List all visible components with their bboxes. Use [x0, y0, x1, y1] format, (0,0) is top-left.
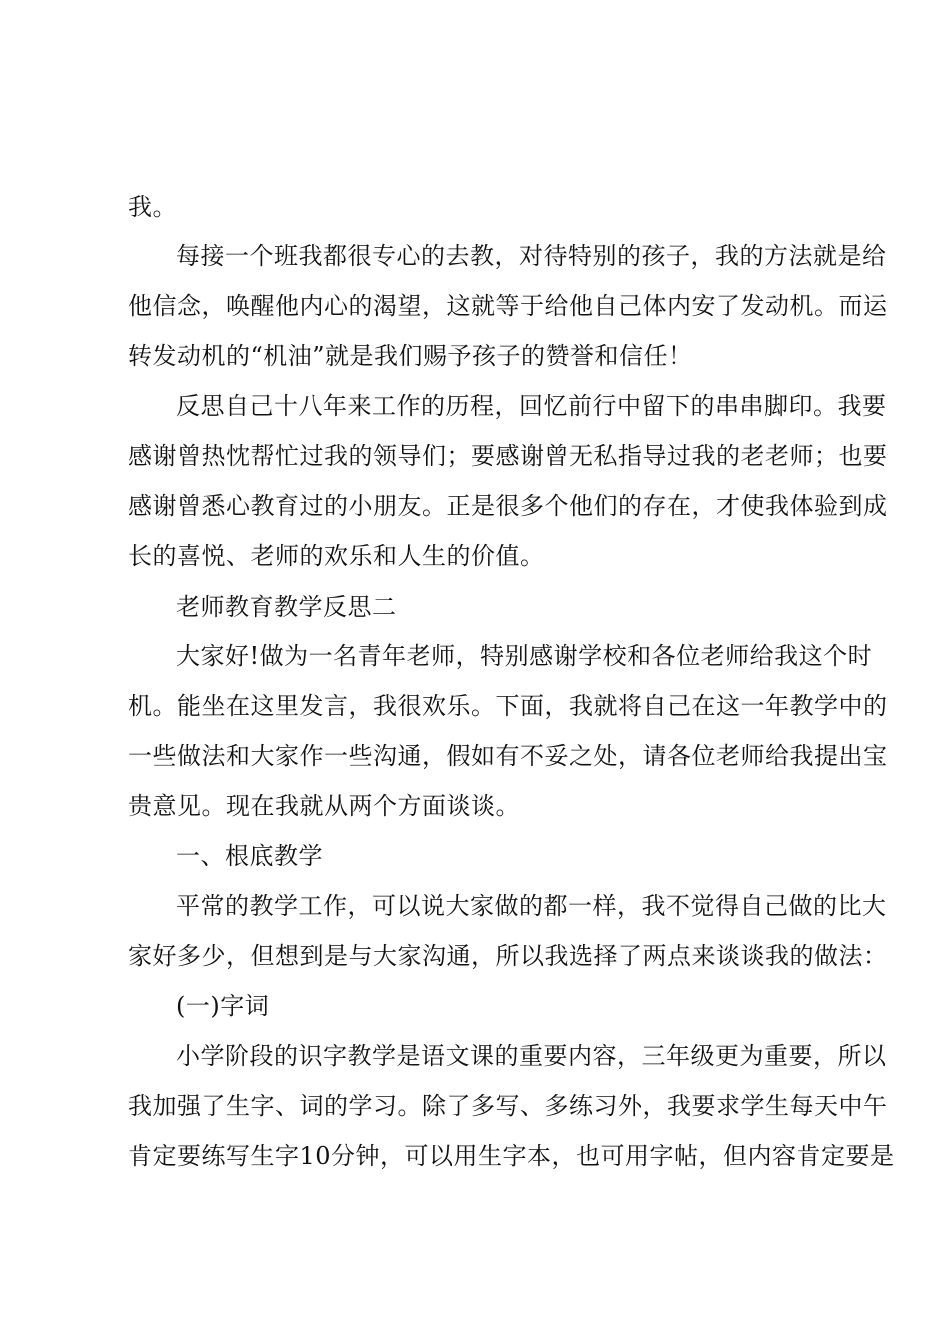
text-line: 我。	[128, 193, 177, 221]
section-heading: 老师教育教学反思二	[176, 593, 397, 621]
text-line: 家好多少，但想到是与大家沟通，所以我选择了两点来谈谈我的做法：	[128, 942, 888, 970]
paragraph-first-line: 平常的教学工作，可以说大家做的都一样，我不觉得自己做的比大	[176, 892, 887, 920]
paragraph-first-line: 大家好!做为一名青年老师，特别感谢学校和各位老师给我这个时	[176, 642, 873, 670]
text-line: 贵意见。现在我就从两个方面谈谈。	[128, 792, 520, 820]
text-line: 感谢曾热忱帮忙过我的领导们；要感谢曾无私指导过我的老老师；也要	[128, 442, 888, 470]
text-line: 一些做法和大家作一些沟通，假如有不妥之处，请各位老师给我提出宝	[128, 742, 888, 770]
text-line: 我加强了生字、词的学习。除了多写、多练习外，我要求学生每天中午	[128, 1092, 888, 1120]
text-line: 转发动机的“机油”就是我们赐予孩子的赞誉和信任！	[128, 342, 693, 370]
text-line: 长的喜悦、老师的欢乐和人生的价值。	[128, 542, 545, 570]
paragraph-first-line: 反思自己十八年来工作的历程，回忆前行中留下的串串脚印。我要	[176, 392, 887, 420]
section-heading: 一、根底教学	[176, 842, 323, 870]
subsection-heading: (一)字词	[176, 992, 270, 1020]
text-line: 他信念，唤醒他内心的渴望，这就等于给他自己体内安了发动机。而运	[128, 292, 888, 320]
paragraph-first-line: 每接一个班我都很专心的去教，对待特别的孩子，我的方法就是给	[176, 242, 887, 270]
text-line: 感谢曾悉心教育过的小朋友。正是很多个他们的存在，才使我体验到成	[128, 492, 888, 520]
text-line: 肯定要练写生字10分钟，可以用生字本，也可用字帖，但内容肯定要是	[128, 1142, 895, 1170]
paragraph-first-line: 小学阶段的识字教学是语文课的重要内容，三年级更为重要，所以	[176, 1042, 887, 1070]
text-line: 机。能坐在这里发言，我很欢乐。下面，我就将自己在这一年教学中的	[128, 692, 888, 720]
